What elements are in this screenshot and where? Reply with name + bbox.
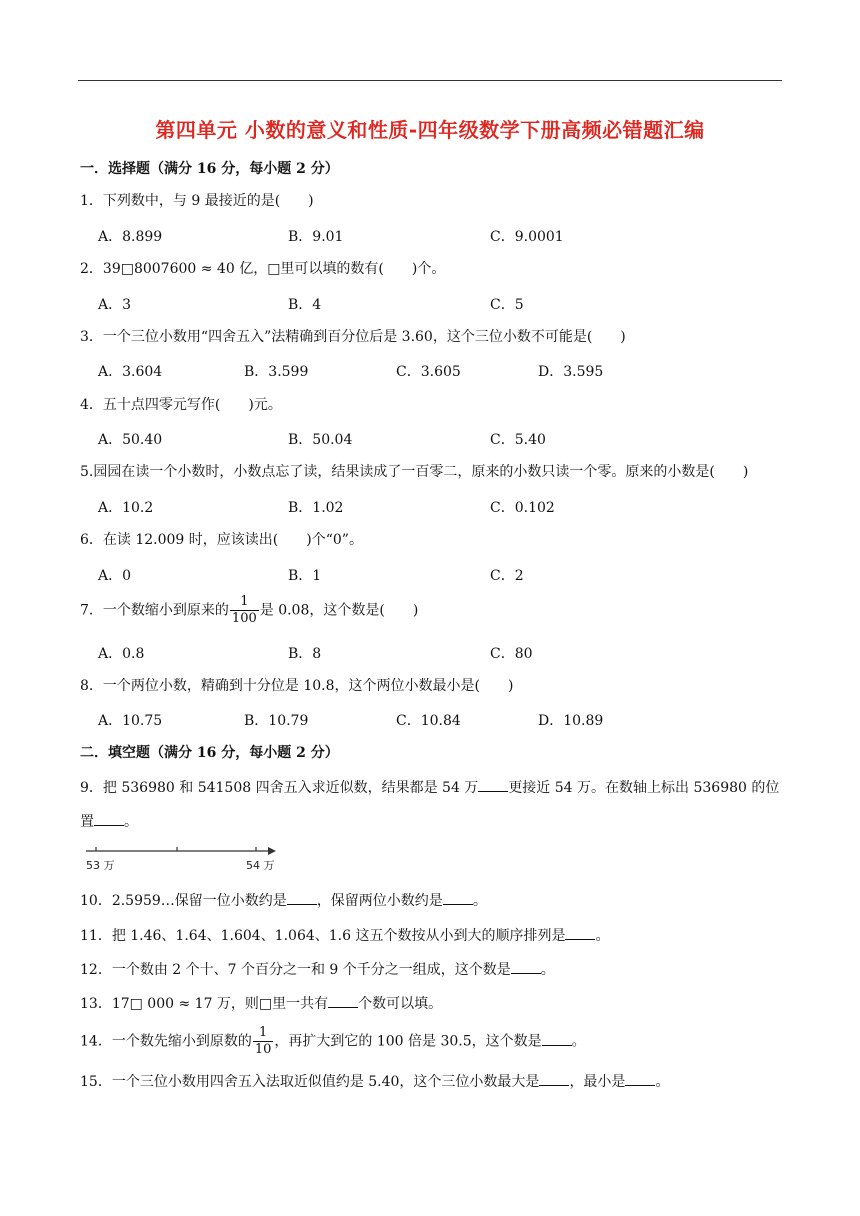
- question-13: 13．17□ 000 ≈ 17 万，则□里一共有 个数可以填。: [80, 996, 443, 1012]
- option-a[interactable]: A．0.8: [98, 646, 145, 662]
- option-c[interactable]: C．80: [490, 646, 533, 662]
- answer-blank[interactable]: [542, 1033, 572, 1046]
- answer-blank[interactable]: [565, 927, 595, 940]
- question-5: 5.园园在读一个小数时，小数点忘了读，结果读成了一百零二，原来的小数只读一个零。原来的小数是( ): [80, 464, 749, 480]
- option-c[interactable]: C．9.0001: [490, 229, 564, 245]
- number-line: [80, 842, 280, 876]
- option-b[interactable]: B．1.02: [288, 500, 344, 516]
- question-7: 7．一个数缩小到原来的 $\frac{1}{100}$ 是 0.08，这个数是( ): [80, 594, 419, 626]
- page-title: 第四单元 小数的意义和性质-四年级数学下册高频必错题汇编: [155, 118, 705, 142]
- answer-blank[interactable]: [539, 1073, 569, 1086]
- option-a[interactable]: A．3.604: [98, 364, 163, 380]
- tick-label-53: 53 万: [86, 859, 115, 872]
- answer-blank[interactable]: [94, 813, 124, 826]
- option-c[interactable]: C．10.84: [396, 713, 461, 729]
- answer-blank[interactable]: [625, 1073, 655, 1086]
- option-a[interactable]: A．3: [98, 297, 132, 313]
- answer-blank[interactable]: [478, 779, 508, 792]
- question-2: 2．39□8007600 ≈ 40 亿，□里可以填的数有( )个。: [80, 261, 446, 277]
- option-c[interactable]: C．3.605: [396, 364, 461, 380]
- option-a[interactable]: A．10.2: [98, 500, 154, 516]
- question-15: 15．一个三位小数用四舍五入法取近似值约是 5.40，这个三位小数最大是 ，最小是 。: [80, 1074, 670, 1090]
- question-12: 12．一个数由 2 个十、7 个百分之一和 9 个千分之一组成，这个数是 。: [80, 962, 555, 978]
- question-8: 8．一个两位小数，精确到十分位是 10.8，这个两位小数最小是( ): [80, 678, 514, 694]
- option-b[interactable]: B．10.79: [244, 713, 309, 729]
- option-a[interactable]: A．50.40: [98, 432, 163, 448]
- option-a[interactable]: A．0: [98, 568, 132, 584]
- answer-blank[interactable]: [328, 995, 358, 1008]
- question-6: 6．在读 12.009 时，应该读出( )个“0”。: [80, 532, 363, 548]
- option-c[interactable]: C．5.40: [490, 432, 546, 448]
- answer-blank[interactable]: [511, 961, 541, 974]
- question-9-line-2: 置 。: [80, 814, 138, 830]
- fraction: $\frac{1}{10}$: [254, 1025, 272, 1057]
- question-1: 1．下列数中，与 9 最接近的是( ): [80, 193, 314, 209]
- section-fill-heading: 二．填空题（满分 16 分，每小题 2 分）: [80, 745, 339, 761]
- answer-blank[interactable]: [287, 892, 317, 905]
- answer-blank[interactable]: [443, 892, 473, 905]
- option-b[interactable]: B．1: [288, 568, 322, 584]
- section-choice-heading: 一．选择题（满分 16 分，每小题 2 分）: [80, 161, 339, 177]
- question-10: 10．2.5959…保留一位小数约是 ，保留两位小数约是 。: [80, 893, 487, 909]
- option-b[interactable]: B．4: [288, 297, 322, 313]
- fraction: $\frac{1}{100}$: [231, 594, 257, 626]
- header-rule: [78, 80, 782, 81]
- option-d[interactable]: D．10.89: [538, 713, 604, 729]
- option-c[interactable]: C．5: [490, 297, 524, 313]
- option-d[interactable]: D．3.595: [538, 364, 604, 380]
- option-b[interactable]: B．50.04: [288, 432, 353, 448]
- question-3: 3．一个三位小数用“四舍五入”法精确到百分位后是 3.60，这个三位小数不可能是( ): [80, 329, 626, 345]
- option-c[interactable]: C．0.102: [490, 500, 555, 516]
- option-b[interactable]: B．9.01: [288, 229, 344, 245]
- question-9-line-1: 9．把 536980 和 541508 四舍五入求近似数，结果都是 54 万 更接近 54 万。在数轴上标出 536980 的位: [80, 780, 780, 796]
- option-c[interactable]: C．2: [490, 568, 524, 584]
- option-b[interactable]: B．8: [288, 646, 322, 662]
- option-a[interactable]: A．8.899: [98, 229, 163, 245]
- tick-label-54: 54 万: [246, 859, 275, 872]
- question-11: 11．把 1.46、1.64、1.604、1.064、1.6 这五个数按从小到大的顺序排列是 。: [80, 928, 610, 944]
- question-4: 4．五十点四零元写作( )元。: [80, 397, 282, 413]
- option-a[interactable]: A．10.75: [98, 713, 163, 729]
- option-b[interactable]: B．3.599: [244, 364, 309, 380]
- question-14: 14．一个数先缩小到原数的 $\frac{1}{10}$ ，再扩大到它的 100 倍是 30.5，这个数是 。: [80, 1025, 586, 1057]
